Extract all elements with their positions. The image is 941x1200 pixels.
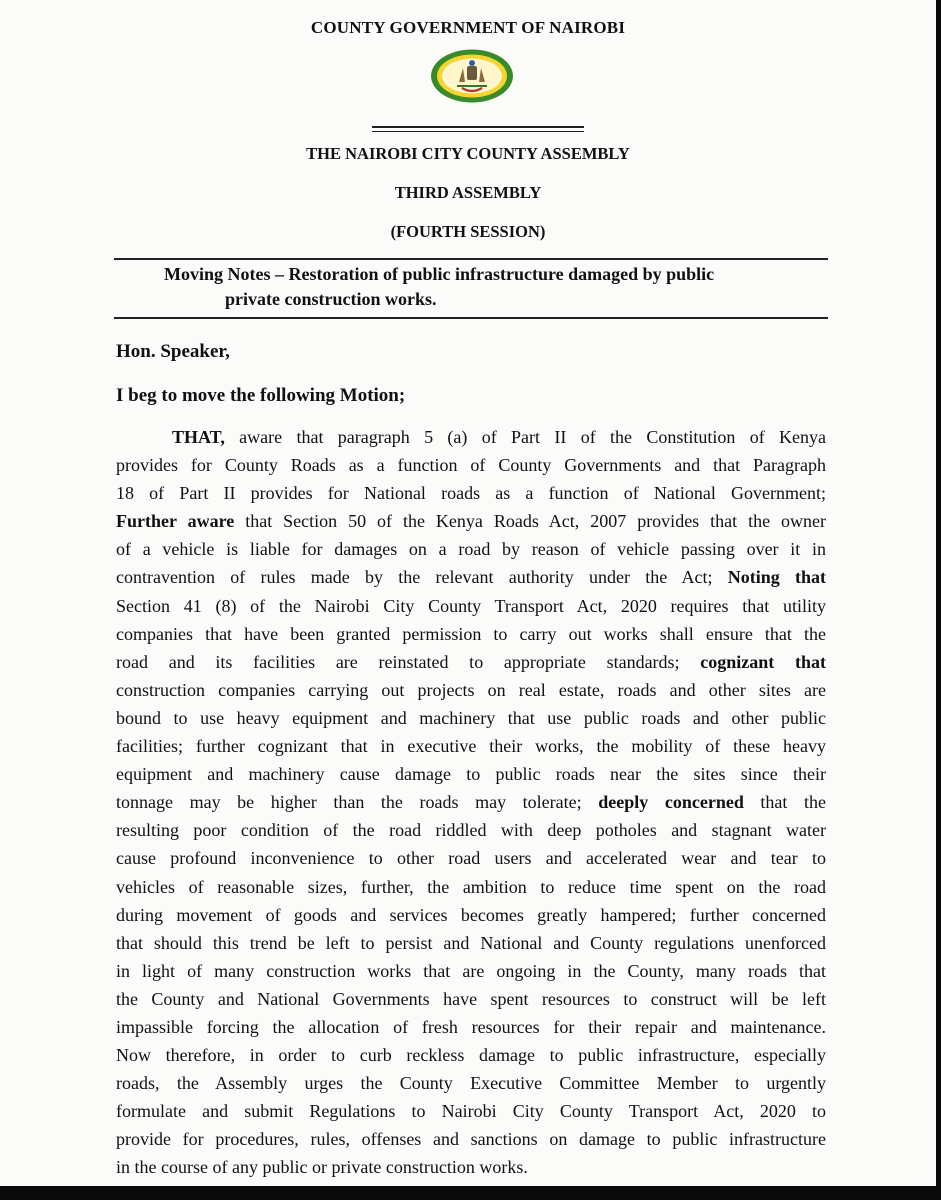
motion-emphasis: THAT, [172,427,225,447]
motion-line [116,788,826,816]
motion-line [116,479,826,507]
title-rule-top [114,258,828,260]
motion-text: formulate and submit Regulations to Nairobi City County Transport Act, 2020 to [116,1101,826,1122]
motion-line [116,957,826,985]
motion-line [116,507,826,535]
motion-line [116,535,826,563]
motion-text: construction companies carrying out projects on real estate, roads and other sites are [116,679,826,700]
motion-line [116,1069,826,1097]
county-title: COUNTY GOVERNMENT OF NAIROBI [310,18,626,37]
motion-text: that should this trend be left to persist and National and County regulations unenforced [116,932,826,953]
motion-text: provides for County Roads as a function of County Governments and that Paragraph [116,455,826,476]
motion-emphasis: deeply concerned [598,792,744,813]
motion-text: bound to use heavy equipment and machinery that use public roads and other public [116,707,826,728]
motion-text: in the course of any public or private construction works. [116,1157,528,1178]
motion-text: impassible forcing the allocation of fresh resources for their repair and maintenance. [116,1016,826,1037]
motion-body [116,423,826,1182]
motion-text: facilities; further cognizant that in executive their works, the mobility of these heavy [116,736,826,757]
motion-text: resulting poor condition of the road riddled with deep potholes and stagnant water [116,820,826,841]
motion-text: that the [743,792,827,813]
motion-text: roads, the Assembly urges the County Executive Committee Member to urgently [116,1073,826,1094]
motion-text: in light of many construction works that are ongoing in the County, many roads that [116,960,826,981]
motion-emphasis: cognizant that [700,651,826,672]
motion-line [116,676,826,704]
motion-line [116,592,826,620]
motion-emphasis: Further aware [116,511,235,532]
motion-line [116,1153,826,1181]
motion-emphasis: Noting that [727,567,826,588]
motion-text: Section 41 (8) of the Nairobi City County Transport Act, 2020 requires that utility [116,595,826,616]
motion-title-line-2: private construction works. [225,289,437,309]
assembly-name: THE NAIROBI CITY COUNTY ASSEMBLY [306,144,630,163]
motion-text: 18 of Part II provides for National roads as a function of National Government; [116,483,826,504]
motion-line [116,985,826,1013]
motion-text: road and its facilities are reinstated to appropriate standards; [116,651,701,672]
motion-line [116,1125,826,1153]
session-label: (FOURTH SESSION) [390,222,546,241]
motion-line [116,648,826,676]
motion-text: the County and National Governments have spent resources to construct will be left [116,988,826,1009]
motion-line [116,760,826,788]
motion-text: provide for procedures, rules, offenses and sanctions on damage to public infrastructure [116,1129,826,1150]
motion-title [164,262,824,312]
salutation: Hon. Speaker, [116,341,230,362]
motion-text: during movement of goods and services becomes greatly hampered; further concerned [116,904,826,925]
motion-line [116,563,826,591]
header-rule-bottom [372,131,584,132]
motion-text: Now therefore, in order to curb reckless damage to public infrastructure, especially [116,1045,826,1066]
motion-title-line-1: Moving Notes – Restoration of public infrastructure damaged by public [164,264,715,284]
header-rule-top [372,126,584,128]
motion-text: contravention of rules made by the relevant authority under the Act; [116,567,728,588]
motion-text: tonnage may be higher than the roads may tolerate; [116,792,599,813]
motion-text: equipment and machinery cause damage to public roads near the sites since their [116,764,826,785]
motion-line [116,423,826,451]
motion-text: companies that have been granted permission to carry out works shall ensure that the [116,623,826,644]
motion-line [116,901,826,929]
motion-text: that Section 50 of the Kenya Roads Act, 2007 provides that the owner [234,511,826,532]
motion-line [116,1097,826,1125]
motion-line [116,844,826,872]
motion-line [116,816,826,844]
motion-intro: I beg to move the following Motion; [116,385,406,406]
motion-text: aware that paragraph 5 (a) of Part II of the Constitution of Kenya [224,427,826,447]
motion-line [116,929,826,957]
title-rule-bottom [114,317,828,319]
motion-text: vehicles of reasonable sizes, further, the ambition to reduce time spent on the road [116,876,826,897]
motion-text: of a vehicle is liable for damages on a road by reason of vehicle passing over it in [116,539,826,560]
motion-line [116,704,826,732]
assembly-number: THIRD ASSEMBLY [394,183,542,202]
motion-line [116,1013,826,1041]
motion-line [116,1041,826,1069]
motion-line [116,873,826,901]
county-seal-icon [429,48,515,104]
motion-line [116,732,826,760]
motion-line [116,451,826,479]
motion-line [116,620,826,648]
motion-text: cause profound inconvenience to other road users and accelerated wear and tear to [116,848,826,869]
